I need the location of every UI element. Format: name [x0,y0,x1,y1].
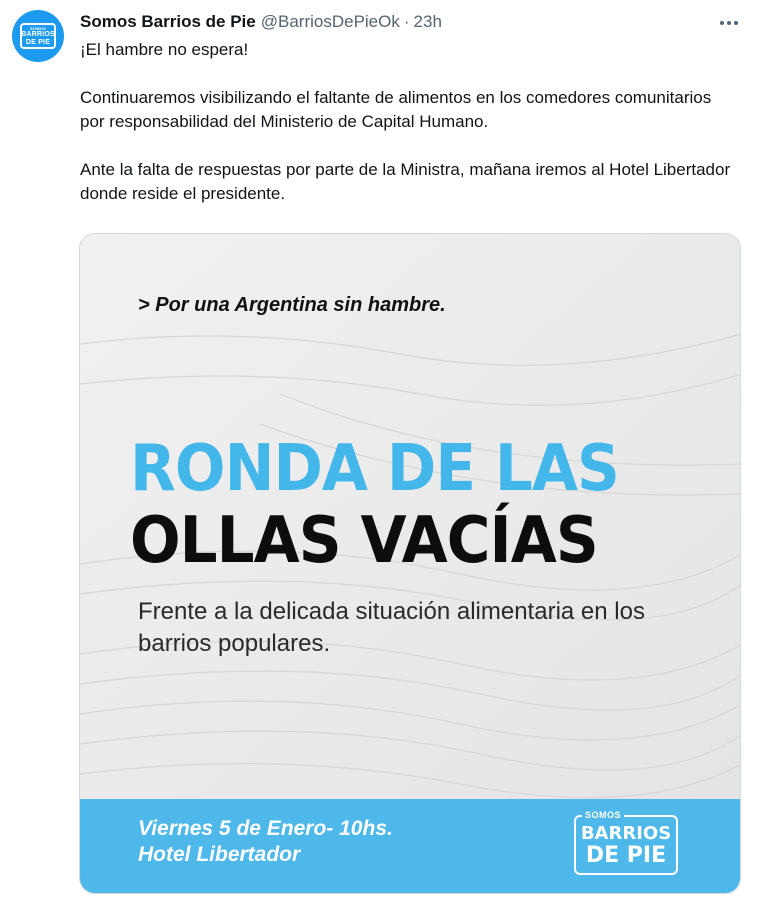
tweet-header [80,11,442,33]
tweet-text-paragraph: Continuaremos visibilizando el faltante de alimentos en los comedores comunitarios por responsabilidad del Ministerio de Capital Humano. [80,88,712,131]
event-place: Hotel Libertador [138,843,301,866]
tweet-text-line: ¡El hambre no espera! [80,40,249,59]
logo-top: SOMOS [582,810,624,820]
logo-line-1: BARRIOS [580,823,672,844]
tweet-image[interactable] [79,233,741,894]
event-date: Viernes 5 de Enero- 10hs. [138,817,393,840]
barrios-de-pie-logo-icon [20,23,56,49]
avatar-line1: SOMOS [30,25,46,31]
subtitle: Frente a la delicada situación alimentaria en los barrios populares. [138,598,645,657]
display-name[interactable]: Somos Barrios de Pie [80,12,256,31]
slogan: > Por una Argentina sin hambre. [138,294,446,316]
avatar[interactable] [12,10,64,62]
user-handle[interactable]: @BarriosDePieOk [260,12,400,31]
timestamp[interactable]: 23h [413,12,442,31]
event-banner [80,799,741,894]
avatar-line3: DE PIE [25,38,51,46]
more-horizontal-icon [734,21,738,25]
barrios-de-pie-logo [574,810,678,875]
more-horizontal-icon [720,21,724,25]
more-horizontal-icon [727,21,731,25]
headline-line-1: RONDA DE LAS [130,432,619,506]
tweet-text [80,38,740,206]
avatar-line2: BARRIOS [21,30,55,38]
logo-line-2: DE PIE [585,843,667,868]
more-options-button[interactable] [714,11,744,35]
separator-dot: · [403,12,410,31]
tweet-text-paragraph: Ante la falta de respuestas por parte de la Ministra, mañana iremos al Hotel Libertador donde reside el presidente. [80,160,731,203]
headline-line-2: OLLAS VACÍAS [130,504,598,578]
